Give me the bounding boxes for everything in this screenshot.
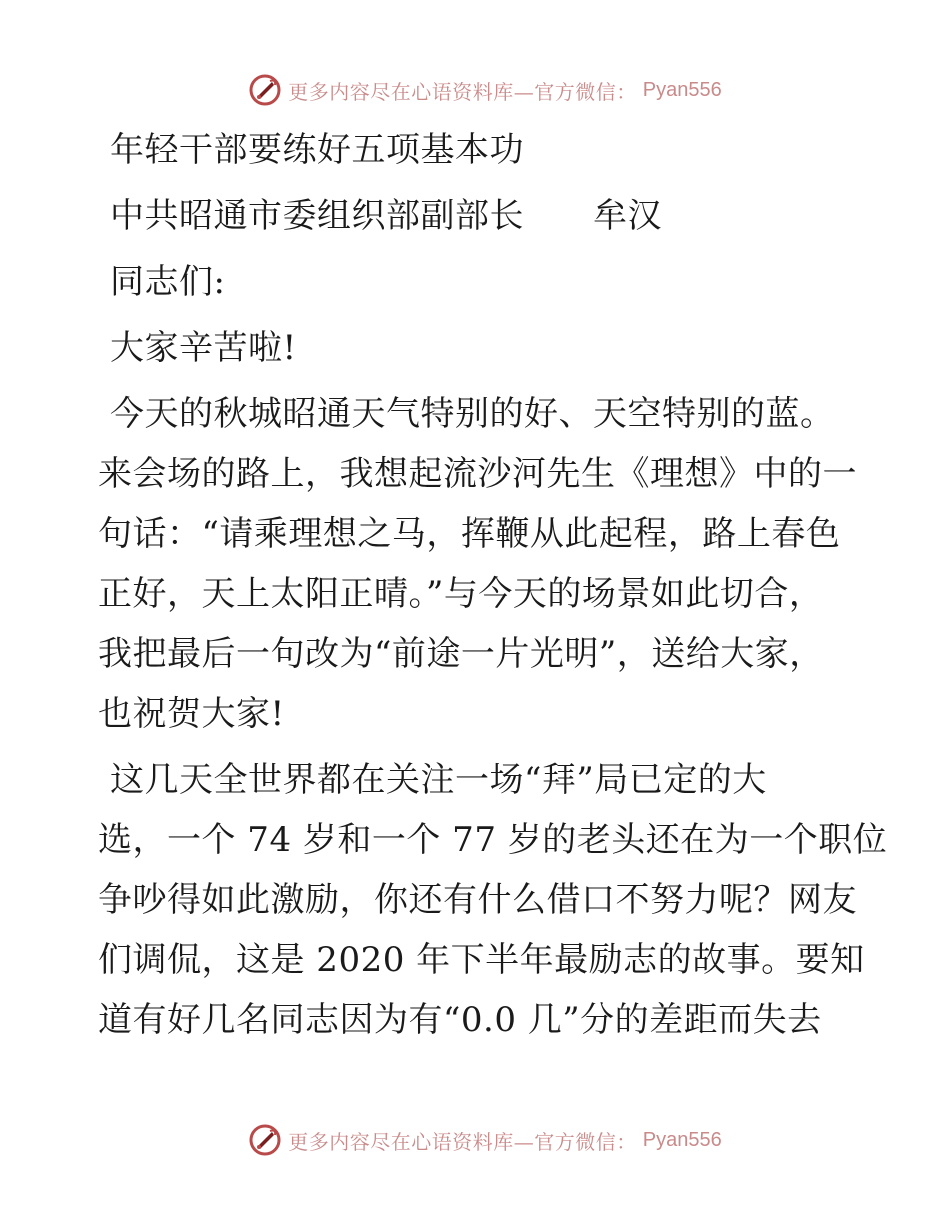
paragraph-2 xyxy=(98,750,888,1050)
document-title: 年轻干部要练好五项基本功 xyxy=(110,130,524,170)
footer-banner-inner xyxy=(248,1123,721,1157)
wechat-id: Pyan556 xyxy=(642,78,722,101)
quill-logo-icon xyxy=(248,1123,282,1157)
banner-text: 更多内容尽在心语资料库—官方微信： xyxy=(288,79,637,104)
paragraph-line: 正好，天上太阳正晴。”与今天的场景如此切合， xyxy=(98,574,824,614)
document-body xyxy=(98,120,888,1050)
paragraph-line: 争吵得如此激励，你还有什么借口不努力呢？网友 xyxy=(98,880,857,920)
paragraph-1 xyxy=(98,384,858,744)
author-line: 中共昭通市委组织部副部长 牟汉 xyxy=(110,196,662,236)
header-banner xyxy=(0,70,950,110)
footer-banner xyxy=(0,1120,950,1160)
paragraph-line: 选，一个 74 岁和一个 77 岁的老头还在为一个职位 xyxy=(98,820,888,860)
paragraph-line: 也祝贺大家! xyxy=(98,694,285,734)
paragraph-line: 道有好几名同志因为有“0.0 几”分的差距而失去 xyxy=(98,1000,822,1040)
quill-logo-icon xyxy=(248,73,282,107)
wechat-id: Pyan556 xyxy=(642,1128,722,1151)
paragraph-line: 这几天全世界都在关注一场“拜”局已定的大 xyxy=(110,760,767,800)
paragraph-line: 我把最后一句改为“前途一片光明”，送给大家， xyxy=(98,634,824,674)
greeting: 大家辛苦啦! xyxy=(110,328,297,368)
paragraph-line: 们调侃，这是 2020 年下半年最励志的故事。要知 xyxy=(98,940,865,980)
header-banner-inner xyxy=(248,73,721,107)
banner-text: 更多内容尽在心语资料库—官方微信： xyxy=(288,1129,637,1154)
paragraph-line: 句话：“请乘理想之马，挥鞭从此起程，路上春色 xyxy=(98,514,841,554)
salutation: 同志们: xyxy=(110,262,226,302)
paragraph-line: 来会场的路上，我想起流沙河先生《理想》中的一 xyxy=(98,454,857,494)
paragraph-line: 今天的秋城昭通天气特别的好、天空特别的蓝。 xyxy=(110,394,835,434)
